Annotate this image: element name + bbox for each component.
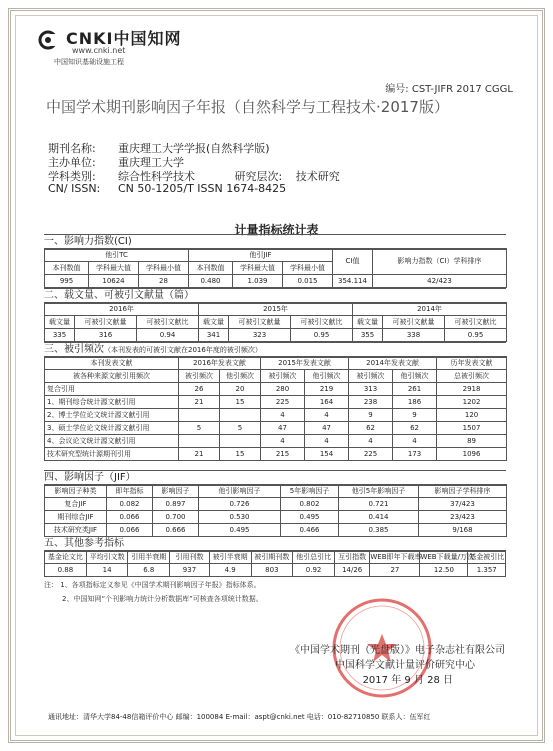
journal-name-row: 期刊名称: 重庆理工大学学报(自然科学版) xyxy=(48,142,270,155)
cn-issn-row: CN/ ISSN: CN 50-1205/T ISSN 1674-8425 xyxy=(48,182,287,195)
section-citation-title: 三、被引频次（本刊发表的可被引文献在2016年度的被引频次） xyxy=(44,342,506,358)
other-indicators-table: 基金论文比 平均引文数 引用半衰期 引用刊数 被引半衰期 被引期刊数 他引总引比 互引指数 WEB即年下载率 WEB下载量/万次 基金被引比 0.88 14 6.8 937 4.9 803 0.92 14/26 27 12.50 1.357 xyxy=(44,550,506,577)
jif-table: 影响因子种类 即年指标 影响因子 他引影响因子 5年影响因子 他引5年影响因子 影响因子学科排序 复合JIF 0.082 0.897 0.726 0.802 0.721 37/423 期刊综合JIF 0.066 0.700 0.530 0.495 0.414 23/423 技术研究类JIF 0.066 0.666 0.495 0.466 0.385 9/168 xyxy=(44,484,507,537)
section-volume-title: 二、载文量、可被引文献量（篇） xyxy=(44,288,506,304)
serial-number: 编号: CST-JIFR 2017 CGGL xyxy=(385,84,513,95)
category-row: 学科类別: 综合性科学技术 研究层次: 技术研究 xyxy=(48,170,340,183)
issue-date: 2017 年 9 月 28 日 xyxy=(362,675,453,686)
ci-table: 他引TC 他引JIF CI值 影响力指数（CI）学科排序 本刊数值 学科最大值 学科最小值 本刊数值 学科最大值 学科最小值 995 10624 28 0.480 1.039 0.015 354.114 42/423 xyxy=(44,248,507,288)
table-row: 技术研究型统计源期刊引用 21 15 215 154 225 173 1096 xyxy=(45,448,507,461)
table-row: 0.88 14 6.8 937 4.9 803 0.92 14/26 27 12.50 1.357 xyxy=(45,564,506,577)
logo-url: www.cnki.net xyxy=(72,46,126,55)
logo-subtitle: 中国知识基础设施工程 xyxy=(54,58,124,66)
center-name: 中国科学文献计量评价研究中心 xyxy=(335,660,475,671)
table-row: 复合引用 26 20 280 219 313 261 2918 xyxy=(45,383,507,396)
table-row: 技术研究类JIF 0.066 0.666 0.495 0.466 0.385 9/168 xyxy=(45,524,507,537)
table-row: 2、博士学位论文统计源文献引用 4 4 9 9 120 xyxy=(45,409,507,422)
table-title: 计量指标统计表 xyxy=(234,223,319,237)
table-row: 4、会议论文统计源文献引用 4 4 4 4 89 xyxy=(45,435,507,448)
table-row: 3、硕士学位论文统计源文献引用 5 5 47 47 62 62 1507 xyxy=(45,422,507,435)
org-name: 《中国学术期刊（光盘版）》电子杂志社有限公司 xyxy=(290,645,505,656)
logo-brand: CNKI中国知网 xyxy=(66,29,182,48)
table-row: 1、期刊综合统计源文献引用 21 15 225 164 238 186 1202 xyxy=(45,396,507,409)
note-2: 2、中国知网“个刊影响力统计分析数据库”可核查各项统计数据。 xyxy=(62,595,263,603)
table-row: 期刊综合JIF 0.066 0.700 0.530 0.495 0.414 23/423 xyxy=(45,511,507,524)
volume-table: 2016年 2015年 2014年 载文量 可被引文献量 可被引文献比 载文量 可被引文献量 可被引文献比 载文量 可被引文献量 可被引文献比 335 316 0.94 341 323 0.95 355 338 0.95 xyxy=(44,302,507,342)
contact-footer: 通讯地址：清华大学84-48信箱评价中心 邮编：100084 E-mail：aspt@cnki.net 电话：010-82710850 联系人：伍军红 xyxy=(48,713,431,721)
section-ci-title: 一、影响力指数(CI) xyxy=(44,234,506,250)
sponsor-row: 主办单位: 重庆理工大学 xyxy=(48,156,184,169)
citation-table: 本刊发表文献 2016年发表文献 2015年发表文献 2014年发表文献 历年发表文献 被各种来源文献引用频次 被引频次 他引频次 被引频次 他引频次 被引频次 他引频次 总被引频次 复合引用 26 20 280 219 313 261 2918 1、期刊综合统计源文献引用 21 15 225 164 238 186 1202 2、博士学位论文统计源文献引用 4 4 9 9 120 3、硕士学位论文统计源文献引用 5 5 47 47 62 62 1507 4、会议论文统计源文献引用 4 4 4 4 89 技术研究型统计源期刊引用 21 15 215 154 225 173 1096 xyxy=(44,356,507,461)
section-jif-title: 四、影响因子（JIF） xyxy=(44,470,506,486)
table-row: 复合JIF 0.082 0.897 0.726 0.802 0.721 37/423 xyxy=(45,498,507,511)
note-1: 注： 1、各项指标定义参见《中国学术期刊影响因子年报》指标体系。 xyxy=(44,581,261,589)
cnki-logo-icon xyxy=(38,30,64,50)
page-title: 中国学术期刊影响因子年报（自然科学与工程技术·2017版） xyxy=(46,98,449,116)
section-other-title: 五、其他参考指标 xyxy=(44,536,506,552)
